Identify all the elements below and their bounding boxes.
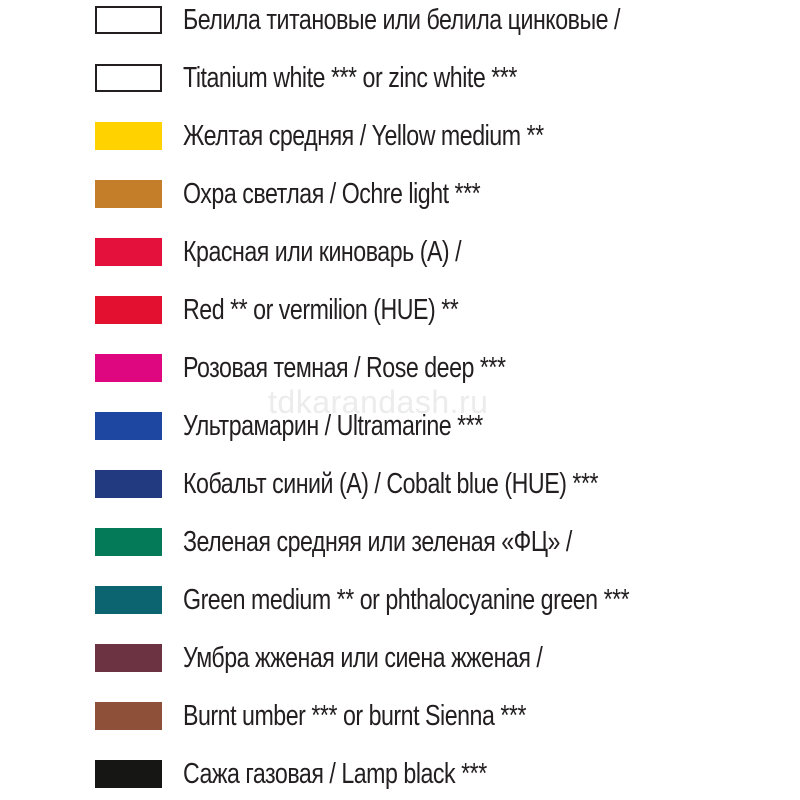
legend-row-green-ru xyxy=(0,522,800,562)
legend-row-titanium-zinc-white-ru xyxy=(0,0,800,40)
color-swatch xyxy=(95,412,162,440)
color-label: Умбра жженая или сиена жженая / xyxy=(183,642,543,674)
color-label: Красная или киноварь (А) / xyxy=(183,236,462,268)
color-label: Розовая темная / Rose deep *** xyxy=(183,352,506,384)
legend-row-green-en xyxy=(0,580,800,620)
legend-row-red-ru xyxy=(0,232,800,272)
legend-row-cobalt-blue xyxy=(0,464,800,504)
color-swatch xyxy=(95,296,162,324)
color-label: Ультрамарин / Ultramarine *** xyxy=(183,410,483,442)
color-label: Охра светлая / Ochre light *** xyxy=(183,178,481,210)
legend-row-yellow-medium xyxy=(0,116,800,156)
watermark: tdkarandash.ru xyxy=(268,384,489,420)
color-swatch xyxy=(95,238,162,266)
color-label: Green medium ** or phthalocyanine green *** xyxy=(183,584,630,616)
color-swatch xyxy=(95,644,162,672)
legend-row-ochre-light xyxy=(0,174,800,214)
color-swatch xyxy=(95,122,162,150)
color-swatch xyxy=(95,354,162,382)
color-swatch xyxy=(95,180,162,208)
color-swatch xyxy=(95,702,162,730)
legend-row-titanium-zinc-white-en xyxy=(0,58,800,98)
legend-row-red-en xyxy=(0,290,800,330)
color-label: Red ** or vermilion (HUE) ** xyxy=(183,294,459,326)
color-label: Burnt umber *** or burnt Sienna *** xyxy=(183,700,527,732)
color-swatch xyxy=(95,470,162,498)
legend-row-rose-deep xyxy=(0,348,800,388)
color-swatch xyxy=(95,528,162,556)
legend-row-umber-ru xyxy=(0,638,800,678)
color-label: Желтая средняя / Yellow medium ** xyxy=(183,120,544,152)
color-label: Белила титановые или белила цинковые / xyxy=(183,4,621,36)
legend-row-lamp-black xyxy=(0,754,800,794)
color-label: Кобальт синий (А) / Cobalt blue (HUE) *** xyxy=(183,468,599,500)
color-swatch xyxy=(95,64,162,92)
color-label: Titanium white *** or zinc white *** xyxy=(183,62,517,94)
color-label: Зеленая средняя или зеленая «ФЦ» / xyxy=(183,526,572,558)
color-label: Сажа газовая / Lamp black *** xyxy=(183,758,487,790)
color-swatch xyxy=(95,760,162,788)
color-swatch xyxy=(95,586,162,614)
color-swatch xyxy=(95,6,162,34)
legend-row-umber-en xyxy=(0,696,800,736)
legend-row-ultramarine xyxy=(0,406,800,446)
